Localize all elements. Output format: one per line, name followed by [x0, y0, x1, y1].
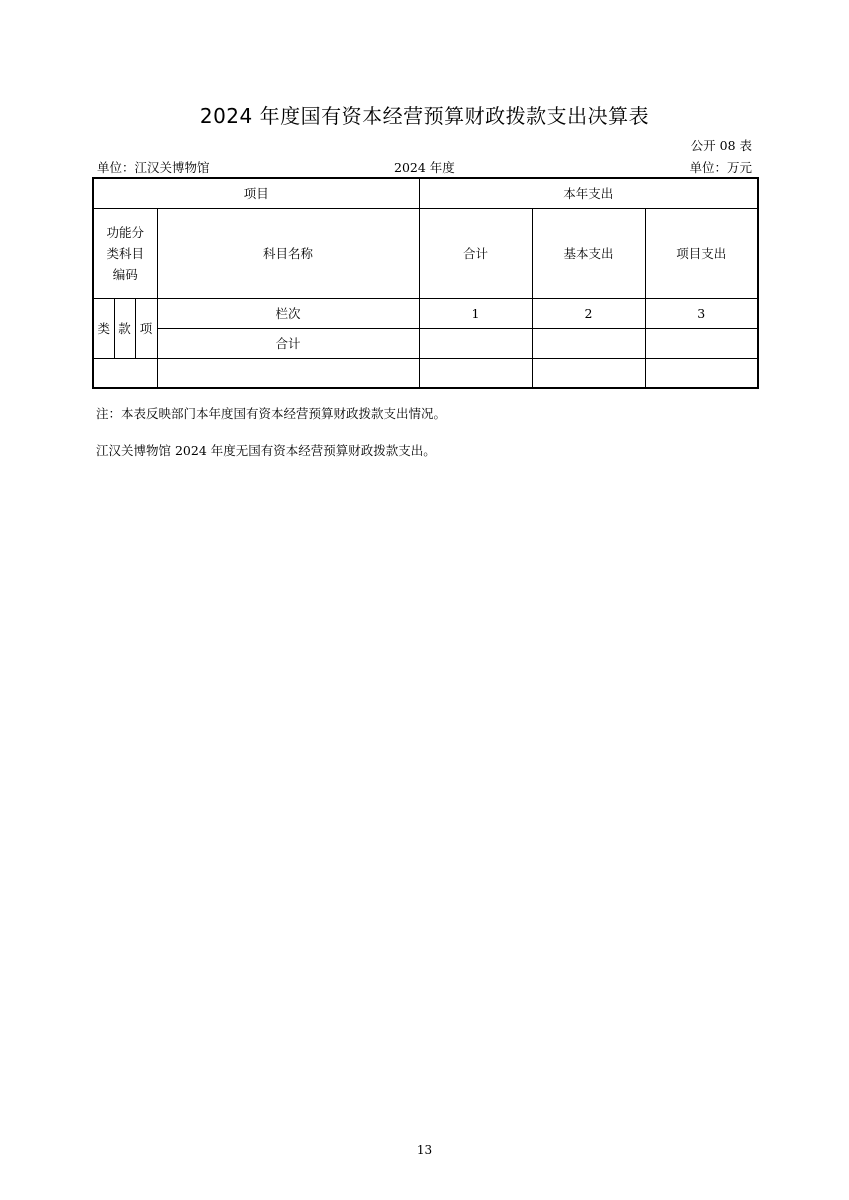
column-index-1: 1: [419, 298, 532, 328]
no-expenditure-statement: 江汉关博物馆 2024 年度无国有资本经营预算财政拨款支出。: [96, 443, 436, 458]
function-code-label: 功能分类科目编码: [106, 224, 144, 282]
function-code-header: [93, 208, 157, 298]
total-row-basic-cell: [532, 328, 645, 358]
empty-basic-cell: [532, 358, 645, 388]
form-number: 公开 08 表: [690, 138, 752, 153]
class-header: 类: [93, 298, 114, 358]
table-note: 注：本表反映部门本年度国有资本经营预算财政拨款支出情况。: [96, 406, 447, 421]
section-header: 款: [114, 298, 135, 358]
basic-expenditure-header: 基本支出: [532, 208, 645, 298]
column-index-label: 栏次: [157, 298, 419, 328]
column-index-row: [93, 298, 758, 328]
project-expenditure-header: 项目支出: [645, 208, 758, 298]
empty-project-cell: [645, 358, 758, 388]
year-label: 2024 年度: [394, 160, 455, 175]
empty-row: [93, 358, 758, 388]
column-index-3: 3: [645, 298, 758, 328]
page-number: 13: [416, 1143, 433, 1157]
header-project: 项目: [93, 178, 419, 208]
table-header-row: [93, 178, 758, 208]
empty-code-cell: [93, 358, 157, 388]
currency-unit-label: 单位：万元: [689, 160, 752, 175]
page-title: 2024 年度国有资本经营预算财政拨款支出决算表: [199, 104, 650, 128]
item-header: 项: [135, 298, 157, 358]
total-row-label: 合计: [157, 328, 419, 358]
total-row: [93, 328, 758, 358]
unit-label: 单位：江汉关博物馆: [97, 160, 210, 175]
header-current-year-expenditure: 本年支出: [419, 178, 758, 208]
budget-table: [92, 177, 759, 389]
column-index-2: 2: [532, 298, 645, 328]
total-header: 合计: [419, 208, 532, 298]
empty-total-cell: [419, 358, 532, 388]
empty-subject-cell: [157, 358, 419, 388]
total-row-project-cell: [645, 328, 758, 358]
subject-name-header: 科目名称: [157, 208, 419, 298]
table-subheader-row: [93, 208, 758, 298]
total-row-total-cell: [419, 328, 532, 358]
